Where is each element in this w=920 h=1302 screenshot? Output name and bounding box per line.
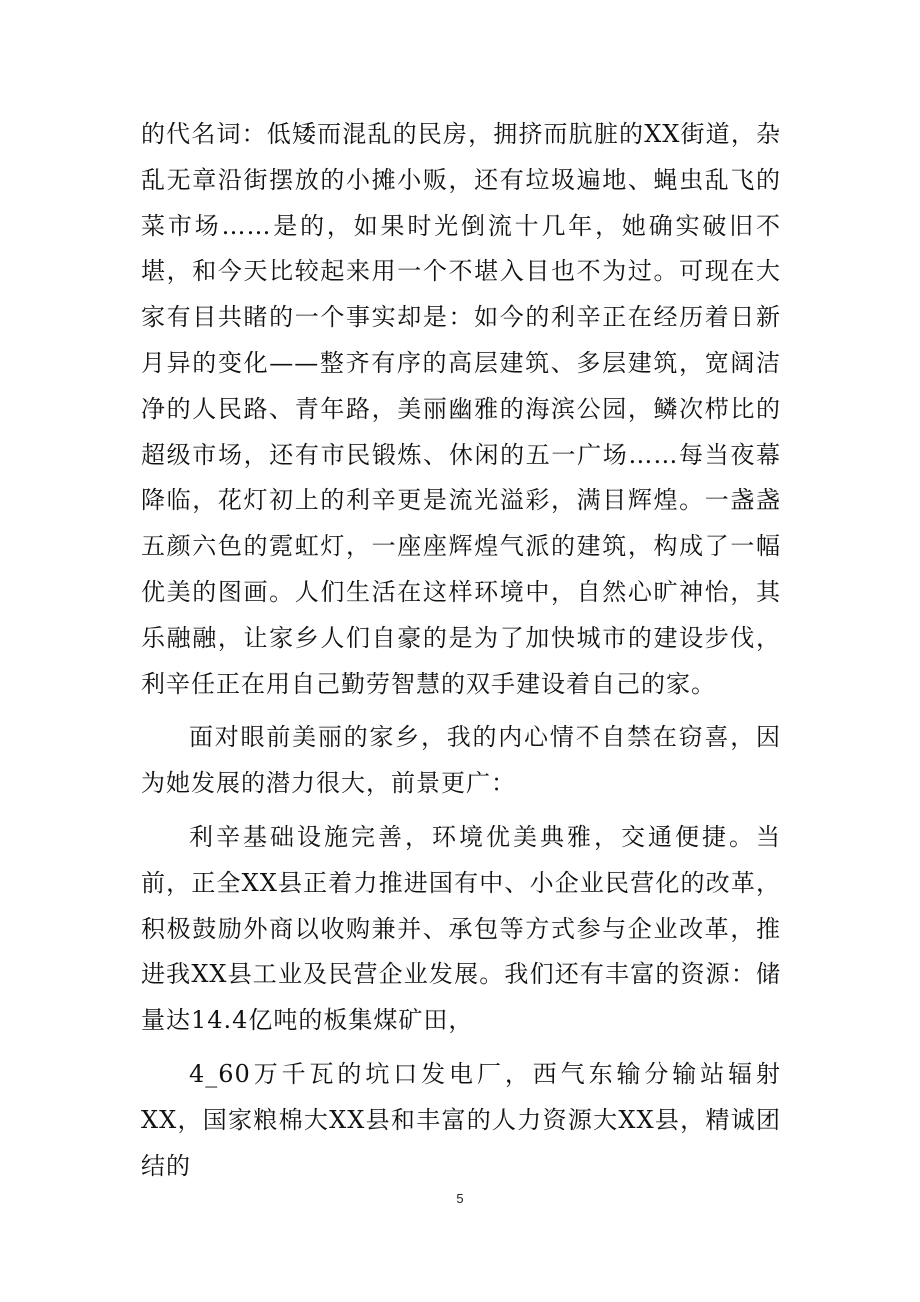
paragraph-2: 面对眼前美丽的家乡，我的内心情不自禁在窃喜，因为她发展的潜力很大，前景更广： <box>141 723 781 798</box>
paragraph-3: 利辛基础设施完善，环境优美典雅，交通便捷。当前，正全XX县正着力推进国有中、小企业民营化的改革，积极鼓励外商以收购兼并、承包等方式参与企业改革，推进我XX县工业及民营企业发展。我们还有丰富的资源：储量达14.4亿吨的板集煤矿田， <box>141 822 781 1035</box>
paragraph-1: 的代名词：低矮而混乱的民房，拥挤而肮脏的XX街道，杂乱无章沿街摆放的小摊小贩，还有垃圾遍地、蝇虫乱飞的菜市场……是的，如果时光倒流十几年，她确实破旧不堪，和今天比较起来用一个不堪入目也不为过。可现在大家有目共睹的一个事实却是：如今的利辛正在经历着日新月异的变化——整齐有序的高层建筑、多层建筑，宽阔洁净的人民路、青年路，美丽幽雅的海滨公园，鳞次栉比的超级市场，还有市民锻炼、休闲的五一广场……每当夜幕降临，花灯初上的利辛更是流光溢彩，满目辉煌。一盏盏五颜六色的霓虹灯，一座座辉煌气派的建筑，构成了一幅优美的图画。人们生活在这样环境中，自然心旷神怡，其乐融融，让家乡人们自豪的是为了加快城市的建设步伐，利辛任正在用自己勤劳智慧的双手建设着自己的家。 <box>141 120 781 698</box>
page-number: 5 <box>456 1191 464 1206</box>
paragraph-4: 4_60万千瓦的坑口发电厂，西气东输分输站辐射XX，国家粮棉大XX县和丰富的人力资源大XX县，精诚团结的 <box>141 1059 781 1180</box>
body-text <box>141 112 781 1197</box>
